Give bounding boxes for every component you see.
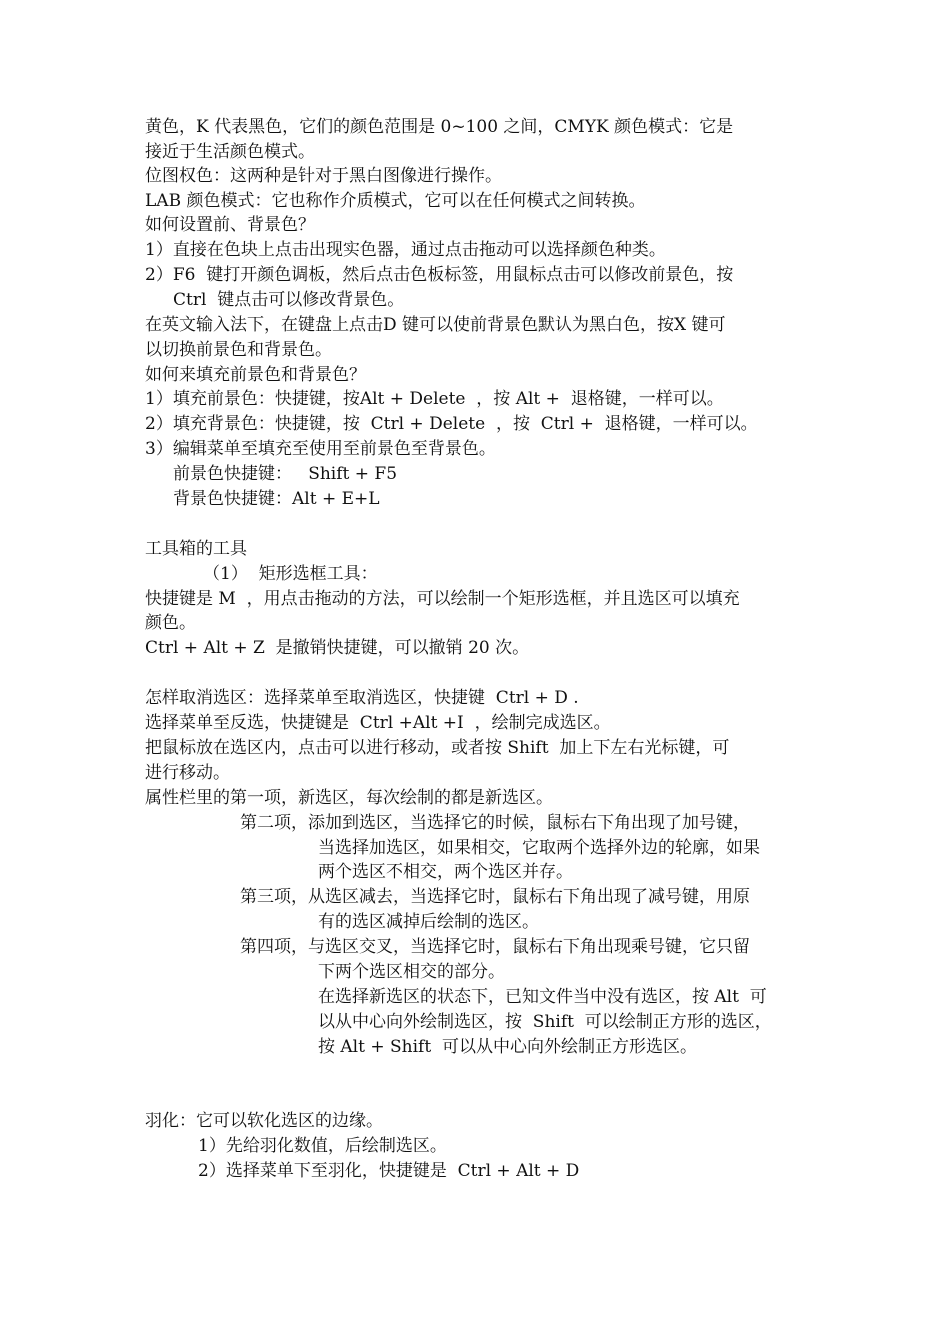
option-line: 第二项，添加到选区，当选择它的时候，鼠标右下角出现了加号键， <box>240 813 750 833</box>
list-item: 2）选择菜单下至羽化，快捷键是 Ctrl + Alt + D <box>198 1161 580 1181</box>
text-line: 如何设置前、背景色？ <box>145 215 315 235</box>
list-item: 2）F6 键打开颜色调板，然后点击色板标签，用鼠标点击可以修改前景色，按 <box>145 265 734 285</box>
list-item: 3）编辑菜单至填充至使用至前景色至背景色。 <box>145 439 496 459</box>
shortcut-line: 背景色快捷键：Alt + E+L <box>173 489 380 509</box>
text-line: 以切换前景色和背景色。 <box>145 340 332 360</box>
text-line: 接近于生活颜色模式。 <box>145 142 315 162</box>
subsection-heading: （1） 矩形选框工具： <box>203 564 378 584</box>
option-line: 第三项，从选区减去，当选择它时，鼠标右下角出现了减号键，用原 <box>240 887 750 907</box>
text-line: 进行移动。 <box>145 763 230 783</box>
option-continuation: 以从中心向外绘制选区，按 Shift 可以绘制正方形的选区， <box>318 1012 772 1032</box>
section-heading: 羽化：它可以软化选区的边缘。 <box>145 1111 383 1131</box>
text-line: 位图权色：这两种是针对于黑白图像进行操作。 <box>145 166 502 186</box>
option-continuation: 有的选区减掉后绘制的选区。 <box>318 912 539 932</box>
text-line: 属性栏里的第一项，新选区，每次绘制的都是新选区。 <box>145 788 553 808</box>
text-line: 如何来填充前景色和背景色？ <box>145 365 366 385</box>
text-line: Ctrl + Alt + Z 是撤销快捷键，可以撤销 20 次。 <box>145 638 530 658</box>
list-item: 1）直接在色块上点击出现实色器，通过点击拖动可以选择颜色种类。 <box>145 240 666 260</box>
text-line: LAB 颜色模式：它也称作介质模式，它可以在任何模式之间转换。 <box>145 191 646 211</box>
shortcut-line: 前景色快捷键： Shift + F5 <box>173 464 398 484</box>
option-line: 第四项，与选区交叉，当选择它时，鼠标右下角出现乘号键，它只留 <box>240 937 750 957</box>
list-item: 1）填充前景色：快捷键，按Alt + Delete ，按 Alt + 退格键，一样可以。 <box>145 389 724 409</box>
text-line: 快捷键是 M ，用点击拖动的方法，可以绘制一个矩形选框，并且选区可以填充 <box>145 589 740 609</box>
text-line: 选择菜单至反选，快捷键是 Ctrl +Alt +I ，绘制完成选区。 <box>145 713 611 733</box>
section-heading: 工具箱的工具 <box>145 539 247 559</box>
list-item: 1）先给羽化数值，后绘制选区。 <box>198 1136 447 1156</box>
option-continuation: 当选择加选区，如果相交，它取两个选择外边的轮廓，如果 <box>318 838 760 858</box>
list-item-continuation: Ctrl 键点击可以修改背景色。 <box>173 290 405 310</box>
text-line: 把鼠标放在选区内，点击可以进行移动，或者按 Shift 加上下左右光标键，可 <box>145 738 730 758</box>
option-continuation: 下两个选区相交的部分。 <box>318 962 505 982</box>
option-continuation: 按 Alt + Shift 可以从中心向外绘制正方形选区。 <box>318 1037 697 1057</box>
text-line: 怎样取消选区：选择菜单至取消选区，快捷键 Ctrl + D . <box>145 688 579 708</box>
option-continuation: 两个选区不相交，两个选区并存。 <box>318 862 573 882</box>
list-item: 2）填充背景色：快捷键，按 Ctrl + Delete ，按 Ctrl + 退格键，一样可以。 <box>145 414 758 434</box>
text-line: 颜色。 <box>145 613 196 633</box>
option-continuation: 在选择新选区的状态下，已知文件当中没有选区，按 Alt 可 <box>318 987 767 1007</box>
text-line: 黄色，K 代表黑色，它们的颜色范围是 0~100 之间，CMYK 颜色模式：它是 <box>145 117 734 137</box>
text-line: 在英文输入法下，在键盘上点击D 键可以使前背景色默认为黑白色，按X 键可 <box>145 315 726 335</box>
